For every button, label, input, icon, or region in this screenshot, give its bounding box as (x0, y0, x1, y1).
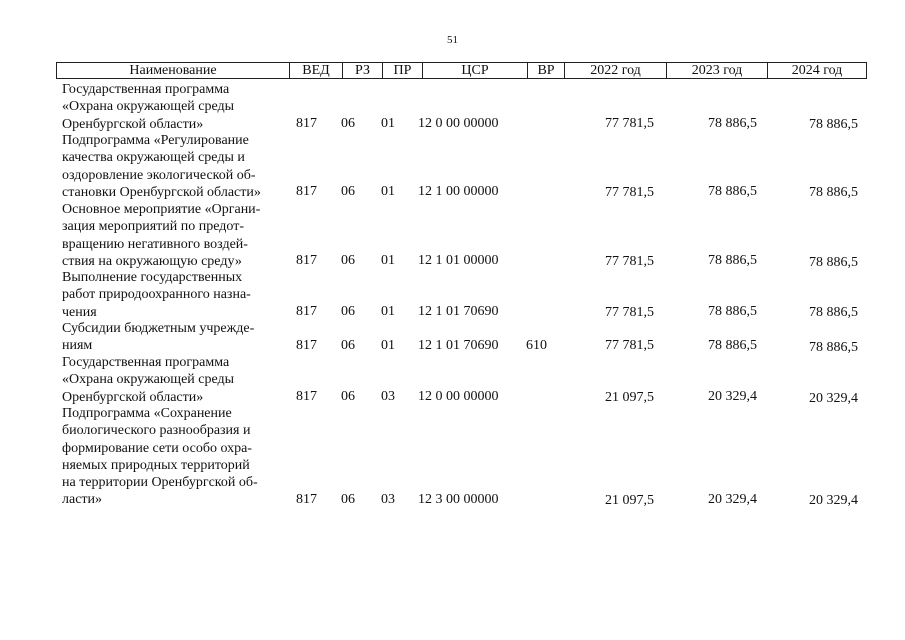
row-pr: 01 (381, 116, 395, 131)
row-rz: 06 (341, 253, 355, 268)
header-rz: РЗ (343, 63, 383, 78)
table-header (56, 62, 867, 79)
row-pr: 01 (381, 184, 395, 199)
row-ved: 817 (296, 116, 317, 131)
row-pr: 01 (381, 338, 395, 353)
row-2024: 78 886,5 (809, 255, 858, 270)
row-ved: 817 (296, 338, 317, 353)
header-vr: ВР (528, 63, 565, 78)
row-2024: 78 886,5 (809, 117, 858, 132)
row-name: Подпрограмма «Регулирование качества окружающей среды и оздоровление экологической об- становки Оренбургской области» (62, 133, 261, 200)
row-2023: 20 329,4 (708, 389, 757, 404)
row-2022: 77 781,5 (605, 116, 654, 131)
row-csr: 12 1 01 70690 (418, 304, 499, 319)
header-2024: 2024 год (791, 63, 843, 78)
row-2023: 78 886,5 (708, 116, 757, 131)
row-2022: 77 781,5 (605, 254, 654, 269)
row-2024: 78 886,5 (809, 340, 858, 355)
row-rz: 06 (341, 304, 355, 319)
row-pr: 01 (381, 304, 395, 319)
row-ved: 817 (296, 304, 317, 319)
row-pr: 03 (381, 389, 395, 404)
row-ved: 817 (296, 492, 317, 507)
page-number: 51 (447, 34, 458, 46)
row-name: Основное мероприятие «Органи- зация мероприятий по предот- вращению негативного воздей- ствия на окружающую среду» (62, 202, 261, 269)
row-name: Субсидии бюджетным учрежде- ниям (62, 321, 255, 354)
header-pr: ПР (383, 63, 423, 78)
row-2023: 78 886,5 (708, 304, 757, 319)
row-csr: 12 0 00 00000 (418, 116, 499, 131)
row-2022: 21 097,5 (605, 493, 654, 508)
header-csr: ЦСР (423, 63, 528, 78)
row-rz: 06 (341, 116, 355, 131)
row-2024: 78 886,5 (809, 185, 858, 200)
row-pr: 01 (381, 253, 395, 268)
row-csr: 12 1 01 70690 (418, 338, 499, 353)
header-2022: 2022 год (565, 63, 667, 78)
row-name: Государственная программа «Охрана окружающей среды Оренбургской области» (62, 82, 235, 132)
row-csr: 12 3 00 00000 (418, 492, 499, 507)
row-name: Выполнение государственных работ природоохранного назна- чения (62, 270, 251, 320)
row-2023: 78 886,5 (708, 184, 757, 199)
row-2022: 77 781,5 (605, 185, 654, 200)
row-ved: 817 (296, 184, 317, 199)
row-2023: 78 886,5 (708, 338, 757, 353)
row-2024: 78 886,5 (809, 305, 858, 320)
row-2022: 77 781,5 (605, 305, 654, 320)
row-2023: 20 329,4 (708, 492, 757, 507)
header-name: Наименование (57, 63, 290, 78)
row-vr: 610 (526, 338, 547, 353)
row-2024: 20 329,4 (809, 391, 858, 406)
row-ved: 817 (296, 389, 317, 404)
header-ved: ВЕД (290, 63, 343, 78)
row-pr: 03 (381, 492, 395, 507)
row-2024: 20 329,4 (809, 493, 858, 508)
row-csr: 12 0 00 00000 (418, 389, 499, 404)
row-rz: 06 (341, 389, 355, 404)
row-rz: 06 (341, 492, 355, 507)
header-2023: 2023 год (667, 63, 768, 78)
row-ved: 817 (296, 253, 317, 268)
row-rz: 06 (341, 184, 355, 199)
row-csr: 12 1 01 00000 (418, 253, 499, 268)
row-rz: 06 (341, 338, 355, 353)
row-csr: 12 1 00 00000 (418, 184, 499, 199)
row-2023: 78 886,5 (708, 253, 757, 268)
row-2022: 77 781,5 (605, 338, 654, 353)
row-name: Подпрограмма «Сохранение биологического разнообразия и формирование сети особо охра- няемых природных территорий на территории Оренбургской об- ласти» (62, 406, 258, 508)
row-name: Государственная программа «Охрана окружающей среды Оренбургской области» (62, 355, 235, 405)
row-2022: 21 097,5 (605, 390, 654, 405)
